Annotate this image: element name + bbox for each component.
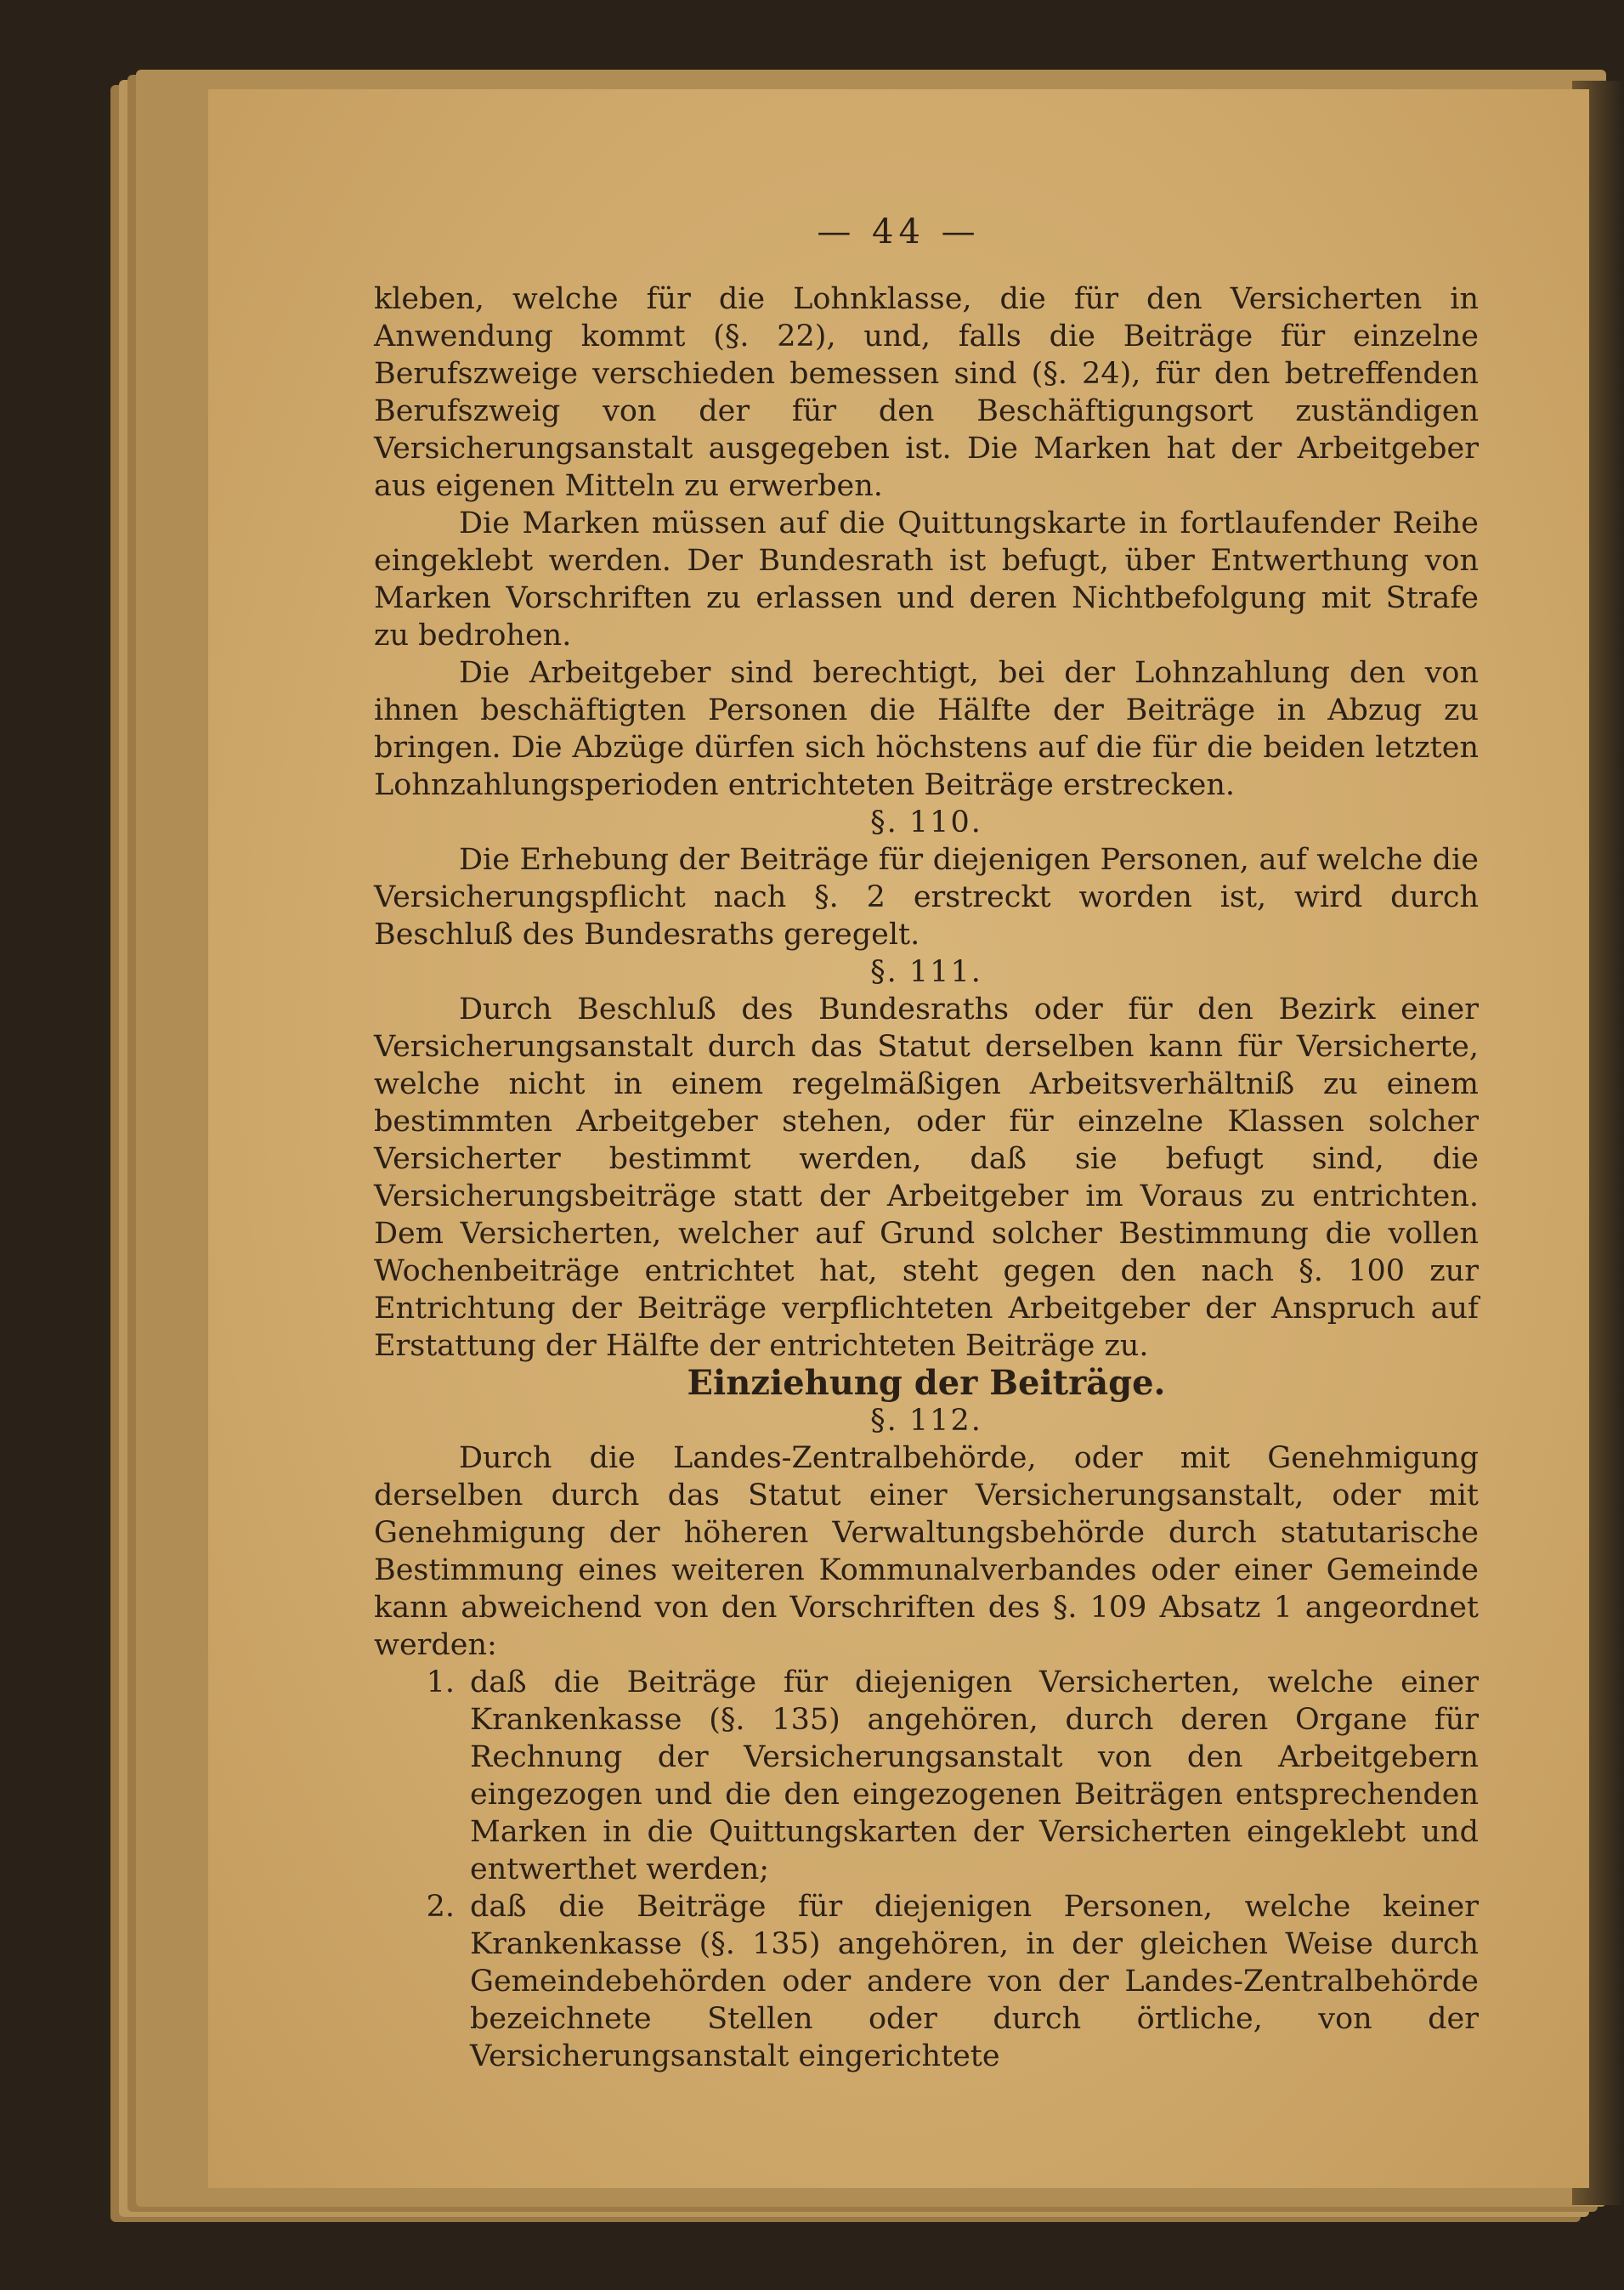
section-number: §. 110. [870, 806, 982, 840]
chapter-heading: Einziehung der Beiträge. [687, 1363, 1166, 1403]
section-number: §. 111. [870, 955, 982, 989]
page-body [374, 280, 1479, 2075]
paragraph: Die Marken müssen auf die Quittungskarte in fortlaufender Reihe eingeklebt werden. Der Bundesrath ist befugt, über Entwerthung von Marken Vorschriften zu erlassen und deren Nichtbefolgung mit Strafe zu bedrohen. [374, 506, 1479, 653]
book-page [208, 89, 1589, 2188]
list-item [374, 1888, 1479, 2075]
paragraph: Die Arbeitgeber sind berechtigt, bei der Lohnzahlung den von ihnen beschäftigten Personen die Hälfte der Beiträge in Abzug zu bringen. Die Abzüge dürfen sich höchstens auf die für die beiden letzten Lohnzahlungsperioden entrichteten Beiträge erstrecken. [374, 656, 1479, 802]
list-item-text: daß die Beiträge für diejenigen Personen, welche keiner Krankenkasse (§. 135) angehören, in der gleichen Weise durch Gemeindebehörden oder andere von der Landes-Zentralbehörde bezeichnete Stellen oder durch örtliche, von der Versicherungsanstalt eingerichtete [470, 1890, 1479, 2073]
paragraph: Die Erhebung der Beiträge für diejenigen Personen, auf welche die Versicherungspflicht nach §. 2 erstreckt worden ist, wird durch Beschluß des Bundesraths geregelt. [374, 843, 1479, 952]
paragraph: Durch Beschluß des Bundesraths oder für den Bezirk einer Versicherungsanstalt durch das Statut derselben kann für Versicherte, welche nicht in einem regelmäßigen Arbeitsverhältniß zu einem bestimmten Arbeitgeber stehen, oder für einzelne Klassen solcher Versicherter bestimmt werden, daß sie befugt sind, die Versicherungsbeiträge statt der Arbeitgeber im Voraus zu entrichten. Dem Versicherten, welcher auf Grund solcher Bestimmung die vollen Wochenbeiträge entrichtet hat, steht gegen den nach §. 100 zur Entrichtung der Beiträge verpflichteten Arbeitgeber der Anspruch auf Erstattung der Hälfte der entrichteten Beiträge zu. [374, 992, 1479, 1363]
list-item-number: 2. [426, 1890, 455, 1924]
list-item-number: 1. [426, 1665, 455, 1699]
section-number: §. 112. [870, 1404, 982, 1438]
list-item-text: daß die Beiträge für diejenigen Versicherten, welche einer Krankenkasse (§. 135) angehören, durch deren Organe für Rechnung der Versicherungsanstalt von den Arbeitgebern eingezogen und die den eingezogenen Beiträgen entsprechenden Marken in die Quittungskarten der Versicherten eingeklebt und entwerthet werden; [470, 1665, 1479, 1886]
paragraph: Durch die Landes-Zentralbehörde, oder mit Genehmigung derselben durch das Statut einer Versicherungsanstalt, oder mit Genehmigung der höheren Verwaltungsbehörde durch statutarische Bestimmung eines weiteren Kommunalverbandes oder einer Gemeinde kann abweichend von den Vorschriften des §. 109 Absatz 1 angeordnet werden: [374, 1441, 1479, 1662]
page-number: — 44 — [817, 212, 981, 252]
list-item [374, 1664, 1479, 1888]
paragraph: kleben, welche für die Lohnklasse, die für den Versicherten in Anwendung kommt (§. 22), und, falls die Beiträge für einzelne Berufszweige verschieden bemessen sind (§. 24), für den betreffenden Berufszweig von der für den Beschäftigungsort zuständigen Versicherungsanstalt ausgegeben ist. Die Marken hat der Arbeitgeber aus eigenen Mitteln zu erwerben. [374, 282, 1479, 503]
